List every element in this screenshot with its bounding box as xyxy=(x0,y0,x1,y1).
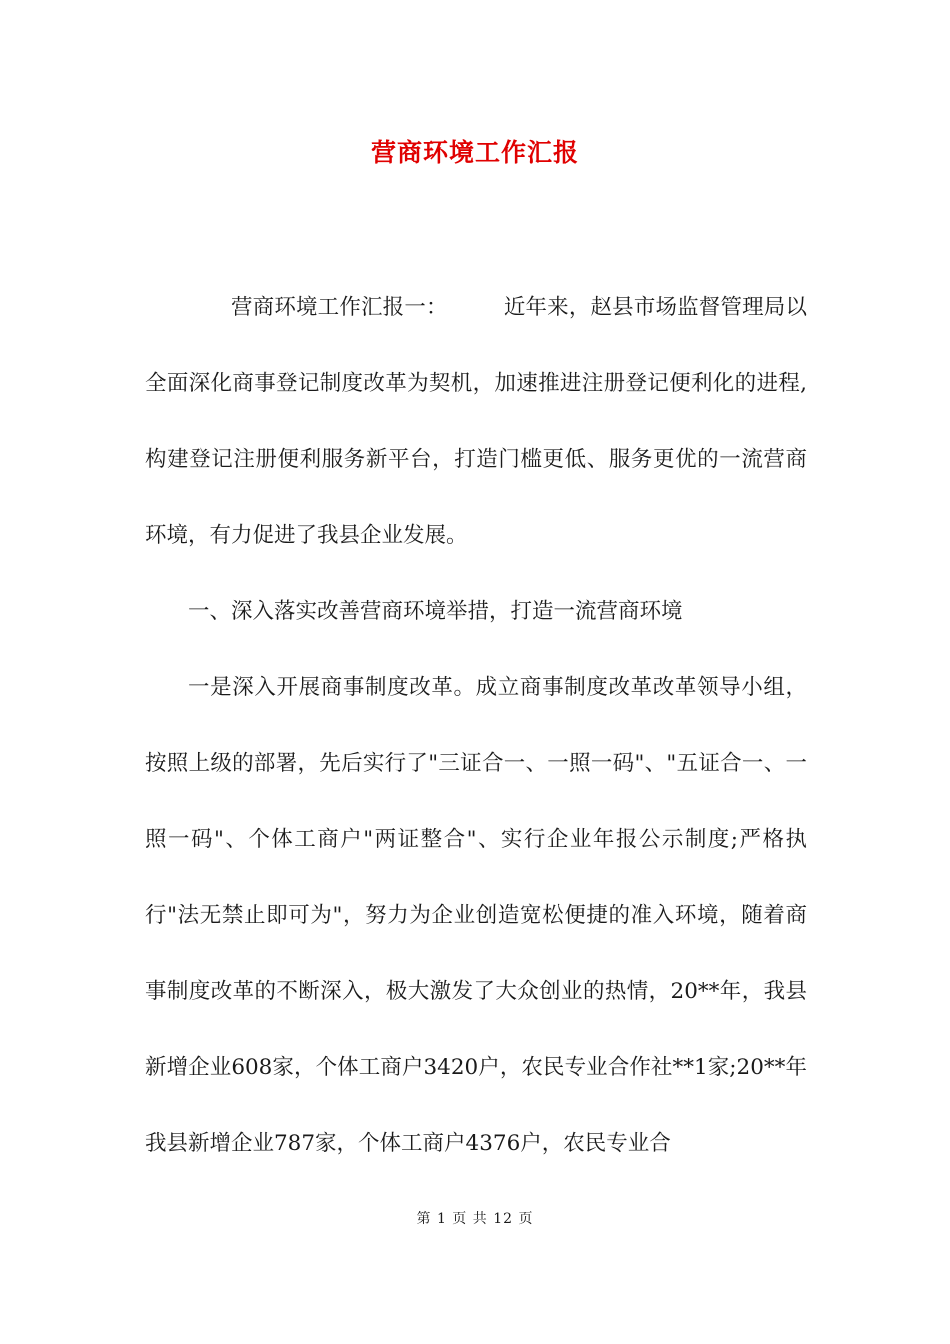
section-heading: 一、深入落实改善营商环境举措，打造一流营商环境 xyxy=(188,599,683,624)
page-indicator: 第 1 页 共 12 页 xyxy=(416,1211,534,1227)
intro-paragraph xyxy=(145,270,807,574)
document-title: 营商环境工作汇报 xyxy=(370,138,579,167)
intro-label: 营商环境工作汇报一： xyxy=(231,295,448,320)
intro-text: 近年来，赵县市场监督管理局以全面深化商事登记制度改革为契机，加速推进注册登记便利化的进程,构建登记注册便利服务新平台，打造门槛更低、服务更优的一流营商环境，有力促进了我县企业发展。 xyxy=(145,295,807,548)
body-paragraph: 一是深入开展商事制度改革。成立商事制度改革改革领导小组，按照上级的部署，先后实行了"三证合一、一照一码"、"五证合一、一照一码"、个体工商户"两证整合"、实行企业年报公示制度;严格执行"法无禁止即可为"，努力为企业创造宽松便捷的准入环境，随着商事制度改革的不断深入，极大激发了大众创业的热情，20**年，我县新增企业608家，个体工商户3420户，农民专业合作社**1家;20**年我县新增企业787家，个体工商户4376户，农民专业合 xyxy=(145,675,807,1156)
document-body xyxy=(145,270,807,1182)
